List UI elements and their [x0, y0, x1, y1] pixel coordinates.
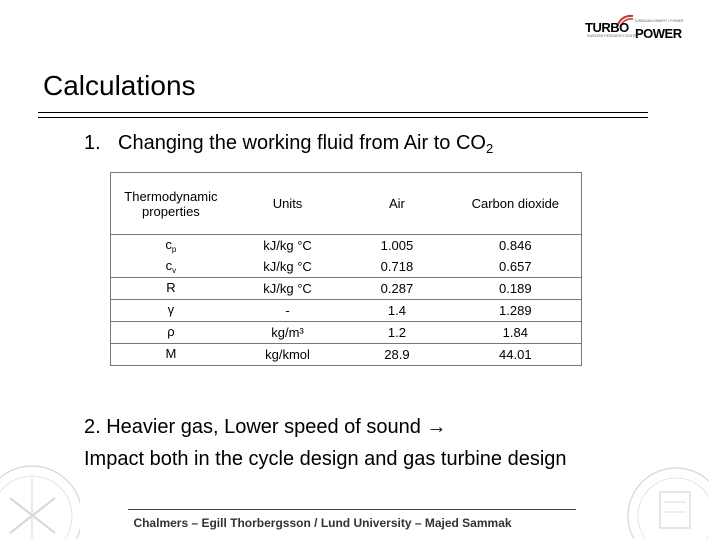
table-header-row — [111, 173, 582, 235]
row-units: kJ/kg °C — [231, 278, 344, 300]
row-units: kJ/kg °C — [263, 259, 312, 274]
row-air: 0.287 — [344, 278, 449, 300]
row-co2: 0.657 — [499, 259, 532, 274]
table-row — [111, 344, 582, 366]
row-air: 1.4 — [344, 300, 449, 322]
row-air: 28.9 — [344, 344, 449, 366]
row-co2: 1.289 — [450, 300, 582, 322]
table-row — [111, 300, 582, 322]
row-symbol: ρ — [111, 322, 231, 344]
point-two — [84, 416, 446, 439]
row-symbol: R — [111, 278, 231, 300]
header-air: Air — [389, 196, 405, 211]
row-symbol: $c_p$ — [111, 235, 231, 257]
turbopower-logo — [585, 14, 687, 40]
row-co2: 0.846 — [450, 235, 582, 257]
logo-tagline-bottom: SWEDISH RESEARCH CENTRE — [587, 34, 640, 38]
point-three: Impact both in the cycle design and gas turbine design — [84, 448, 567, 470]
row-co2: 0.189 — [450, 278, 582, 300]
row-units: - — [231, 300, 344, 322]
row-air: 1.005 — [344, 235, 449, 257]
point-one-number: 1. — [84, 132, 101, 154]
logo-tagline-top: TURBOMACHINERY • POWER — [634, 19, 684, 23]
point-one — [84, 132, 493, 156]
table-row — [111, 278, 582, 300]
point-two-text: 2. Heavier gas, Lower speed of sound — [84, 416, 421, 438]
point-one-text: Changing the working fluid from Air to CO — [118, 132, 486, 154]
table-row — [111, 235, 582, 257]
footer-divider — [128, 509, 576, 510]
row-symbol: M — [111, 344, 231, 366]
row-symbol: γ — [111, 300, 231, 322]
properties-table — [110, 172, 582, 366]
footer-text: Chalmers – Egill Thorbergsson / Lund University – Majed Sammak — [133, 516, 512, 530]
title-divider-top — [38, 112, 648, 113]
point-one-subscript: 2 — [485, 141, 494, 156]
table-row — [111, 256, 582, 278]
row-units: kg/kmol — [231, 344, 344, 366]
arrow-right-icon: → — [426, 416, 447, 438]
header-properties: Thermodynamic properties — [124, 188, 218, 219]
slide-title: Calculations — [43, 70, 196, 101]
header-units: Units — [272, 196, 303, 211]
header-co2: Carbon dioxide — [471, 196, 560, 211]
row-symbol: $c_v$ — [165, 258, 177, 275]
logo-word-power: POWER — [635, 26, 682, 41]
logo-word-turbo: TURBO — [585, 20, 629, 35]
row-units: kJ/kg °C — [231, 235, 344, 257]
row-air: 0.718 — [380, 259, 414, 274]
title-divider-bottom — [38, 117, 648, 118]
row-air: 1.2 — [344, 322, 449, 344]
footer — [0, 516, 709, 530]
row-units: kg/m³ — [231, 322, 344, 344]
row-co2: 44.01 — [450, 344, 582, 366]
table-row — [111, 322, 582, 344]
row-co2: 1.84 — [450, 322, 582, 344]
